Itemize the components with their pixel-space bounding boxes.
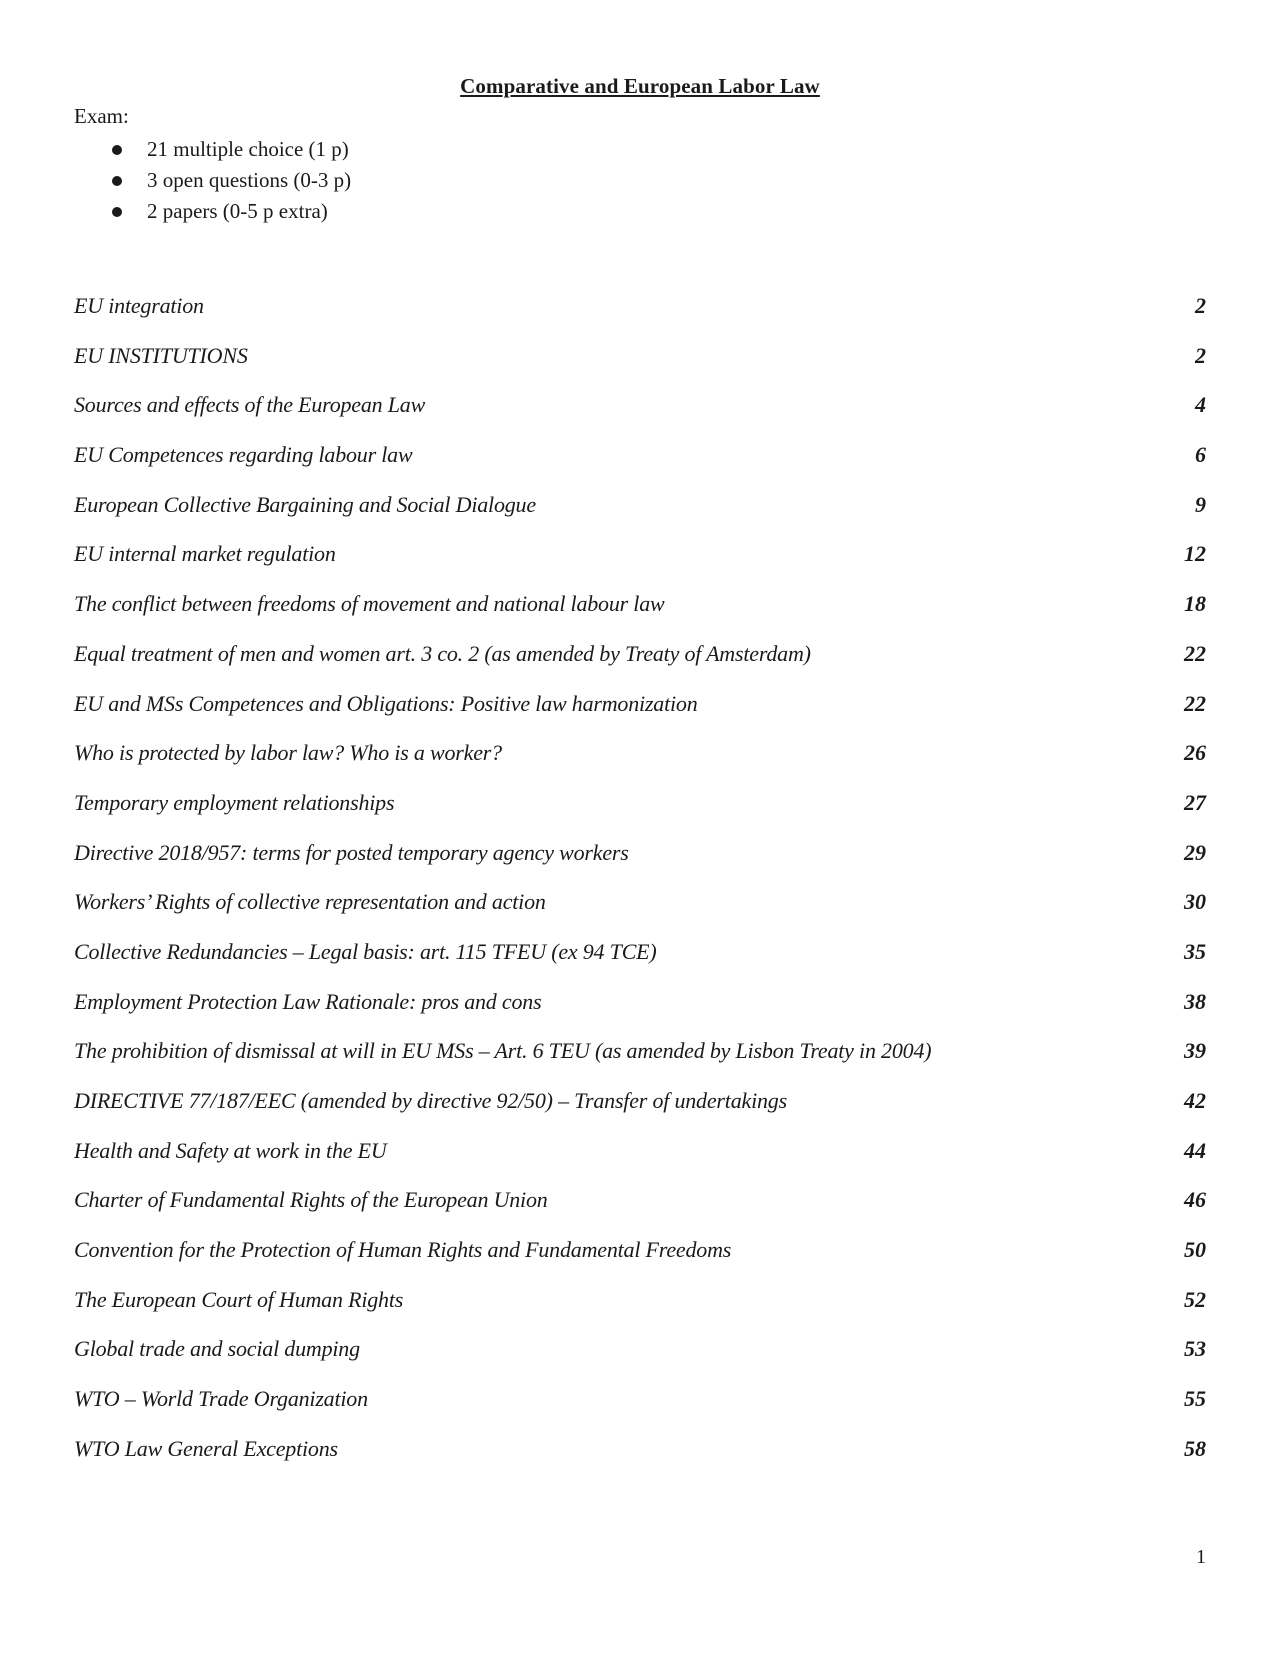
toc-entry-title[interactable]: Collective Redundancies – Legal basis: art. 115 TFEU (ex 94 TCE) [74, 938, 657, 964]
toc-entry[interactable] [74, 790, 1206, 840]
toc-entry-title[interactable]: Sources and effects of the European Law [74, 392, 426, 418]
toc-entry[interactable] [74, 989, 1206, 1039]
toc-entry[interactable] [74, 740, 1206, 790]
toc-entry-page[interactable]: 30 [1184, 889, 1206, 915]
toc-entry[interactable] [74, 492, 1206, 542]
bullet-icon [112, 145, 122, 155]
toc-entry-page[interactable]: 27 [1184, 789, 1206, 815]
toc-entry-page[interactable]: 22 [1184, 640, 1206, 666]
toc-entry-page[interactable]: 12 [1184, 541, 1206, 567]
toc-entry-page[interactable]: 4 [1195, 392, 1206, 418]
bullet-icon [112, 176, 122, 186]
exam-list-item [112, 196, 351, 227]
toc-entry[interactable] [74, 1436, 1206, 1486]
toc-entry-page[interactable]: 46 [1184, 1187, 1206, 1213]
toc-entry-page[interactable]: 18 [1184, 591, 1206, 617]
toc-entry[interactable] [74, 1088, 1206, 1138]
exam-item-text: 2 papers (0-5 p extra) [147, 199, 328, 223]
toc-entry[interactable] [74, 1336, 1206, 1386]
toc-entry-page[interactable]: 6 [1195, 442, 1206, 468]
toc-entry-title[interactable]: Convention for the Protection of Human Rights and Fundamental Freedoms [74, 1237, 732, 1263]
toc-entry[interactable] [74, 541, 1206, 591]
toc-entry-title[interactable]: European Collective Bargaining and Social Dialogue [74, 491, 536, 517]
toc-entry-title[interactable]: Employment Protection Law Rationale: pros and cons [74, 988, 542, 1014]
toc-entry-page[interactable]: 9 [1195, 491, 1206, 517]
toc-entry[interactable] [74, 343, 1206, 393]
toc-entry-page[interactable]: 42 [1184, 1088, 1206, 1113]
toc-entry-title[interactable]: Charter of Fundamental Rights of the European Union [74, 1187, 548, 1213]
toc-entry-page[interactable]: 44 [1184, 1137, 1206, 1163]
toc-entry-page[interactable]: 39 [1184, 1038, 1206, 1064]
toc-entry-title[interactable]: EU Competences regarding labour law [74, 442, 413, 468]
toc-entry-title[interactable]: EU integration [74, 293, 204, 318]
toc-entry[interactable] [74, 1138, 1206, 1188]
toc-entry[interactable] [74, 1386, 1206, 1436]
toc-entry-title[interactable]: Equal treatment of men and women art. 3 co. 2 (as amended by Treaty of Amsterdam) [74, 640, 811, 666]
toc-entry-page[interactable]: 38 [1184, 988, 1206, 1014]
toc-entry[interactable] [74, 889, 1206, 939]
toc-entry-title[interactable]: Who is protected by labor law? Who is a worker? [74, 740, 502, 766]
page-number: 1 [1196, 1546, 1206, 1568]
toc-entry-title[interactable]: WTO Law General Exceptions [74, 1435, 338, 1461]
toc-entry-title[interactable]: EU internal market regulation [74, 541, 336, 567]
document-title: Comparative and European Labor Law [460, 74, 820, 98]
toc-entry-page[interactable]: 55 [1184, 1386, 1206, 1412]
toc-entry-title[interactable]: Temporary employment relationships [74, 789, 395, 815]
toc-entry-page[interactable]: 50 [1184, 1237, 1206, 1263]
toc-entry-title[interactable]: WTO – World Trade Organization [74, 1386, 368, 1412]
toc-entry-page[interactable]: 2 [1195, 342, 1206, 368]
toc-entry[interactable] [74, 840, 1206, 890]
bullet-icon [112, 207, 122, 217]
toc-entry[interactable] [74, 691, 1206, 741]
toc-entry-title[interactable]: The conflict between freedoms of movement and national labour law [74, 591, 665, 617]
toc-entry-title[interactable]: Directive 2018/957: terms for posted temporary agency workers [74, 839, 629, 865]
toc-entry-page[interactable]: 52 [1184, 1286, 1206, 1312]
toc-entry[interactable] [74, 591, 1206, 641]
toc-entry[interactable] [74, 1287, 1206, 1337]
toc-entry-page[interactable]: 22 [1184, 690, 1206, 716]
toc-entry[interactable] [74, 1187, 1206, 1237]
exam-label: Exam: [74, 104, 129, 128]
toc-entry[interactable] [74, 641, 1206, 691]
toc-entry-title[interactable]: DIRECTIVE 77/187/EEC (amended by directive 92/50) – Transfer of undertakings [74, 1088, 787, 1113]
toc-entry[interactable] [74, 392, 1206, 442]
exam-list-item [112, 165, 351, 196]
exam-list [112, 134, 351, 227]
toc-entry-title[interactable]: EU INSTITUTIONS [74, 342, 248, 368]
toc-entry-page[interactable]: 53 [1184, 1336, 1206, 1362]
toc-entry-title[interactable]: EU and MSs Competences and Obligations: Positive law harmonization [74, 690, 698, 716]
toc-entry[interactable] [74, 1038, 1206, 1088]
toc-entry[interactable] [74, 442, 1206, 492]
exam-list-item [112, 134, 351, 165]
exam-item-text: 21 multiple choice (1 p) [147, 137, 349, 161]
toc-entry-title[interactable]: Workers’ Rights of collective representation and action [74, 889, 546, 915]
toc-entry-page[interactable]: 29 [1184, 839, 1206, 865]
toc-entry-title[interactable]: Health and Safety at work in the EU [74, 1137, 387, 1163]
toc-entry-title[interactable]: The prohibition of dismissal at will in EU MSs – Art. 6 TEU (as amended by Lisbon Treaty in 2004) [74, 1038, 932, 1064]
toc-entry[interactable] [74, 293, 1206, 343]
toc-entry-page[interactable]: 26 [1184, 740, 1206, 766]
toc-entry-title[interactable]: Global trade and social dumping [74, 1336, 360, 1362]
toc-entry-page[interactable]: 2 [1195, 293, 1206, 318]
toc-entry-title[interactable]: The European Court of Human Rights [74, 1286, 404, 1312]
toc-entry-page[interactable]: 35 [1184, 938, 1206, 964]
toc-entry[interactable] [74, 1237, 1206, 1287]
table-of-contents [74, 293, 1206, 1486]
exam-item-text: 3 open questions (0-3 p) [147, 168, 352, 192]
toc-entry[interactable] [74, 939, 1206, 989]
toc-entry-page[interactable]: 58 [1184, 1435, 1206, 1461]
